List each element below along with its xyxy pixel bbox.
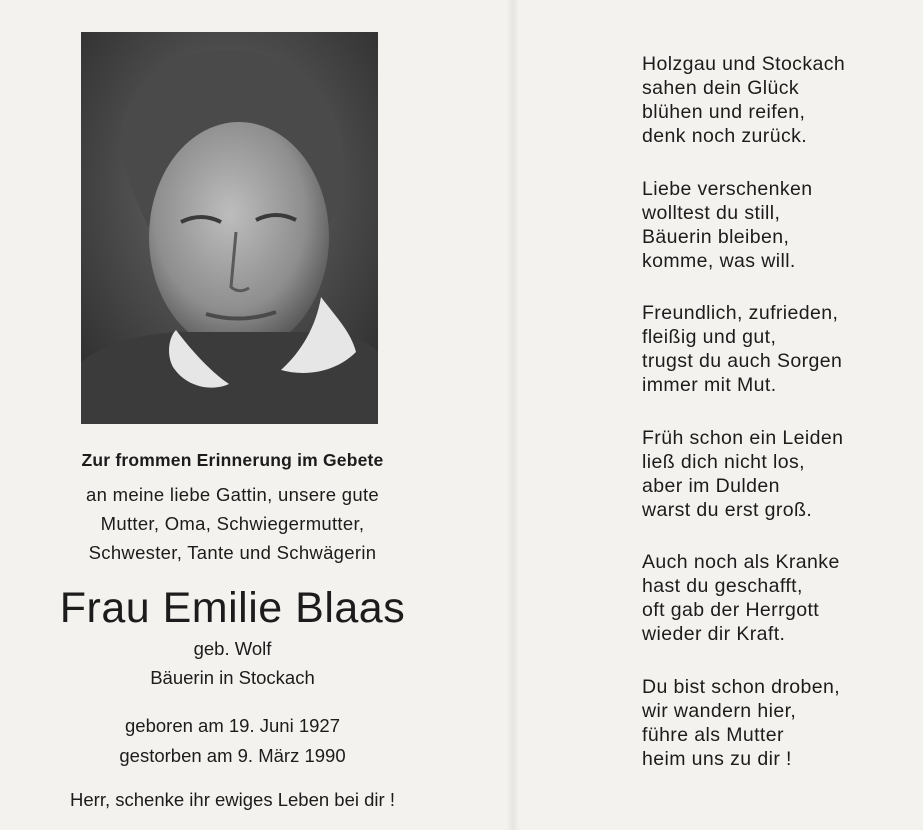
poem-line: wir wandern hier, [642,699,797,722]
deceased-name: Frau Emilie Blaas [59,584,406,632]
poem-line: ließ dich nicht los, [642,450,805,473]
poem-line: wolltest du still, [642,201,781,224]
poem-line: Bäuerin bleiben, [642,225,790,248]
poem-line: Liebe verschenken [642,177,813,200]
poem-line: Du bist schon droben, [642,675,841,698]
dedication-title: Zur frommen Erinnerung im Gebete [81,450,384,470]
poem-line: Holzgau und Stockach [642,53,846,75]
poem-line: oft gab der Herrgott [642,599,820,621]
poem-stanza [642,301,845,397]
poem-line: wieder dir Kraft. [642,623,786,645]
poem-stanza [642,550,845,646]
poem-line: aber im Dulden [642,474,780,497]
right-page [520,0,923,830]
poem-line: Früh schon ein Leiden [642,426,844,449]
poem-line: heim uns zu dir ! [642,747,792,770]
dedication-line: an meine liebe Gattin, unsere gute [85,484,380,505]
birth-date: geboren am 19. Juni 1927 [125,715,340,736]
poem [642,52,845,799]
poem-line: denk noch zurück. [642,125,808,147]
poem-line: Freundlich, zufrieden, [642,302,839,324]
occupation: Bäuerin in Stockach [150,667,315,688]
poem-line: Auch noch als Kranke [642,551,840,573]
portrait-image [81,32,378,424]
poem-line: führe als Mutter [642,723,784,746]
poem-stanza [642,52,845,148]
fold-crease [506,0,520,830]
poem-line: trugst du auch Sorgen [642,350,843,372]
maiden-name: geb. Wolf [193,638,272,659]
portrait-photo [81,32,378,424]
poem-line: blühen und reifen, [642,101,806,123]
poem-line: hast du geschafft, [642,575,803,597]
dedication-line: Schwester, Tante und Schwägerin [88,542,377,563]
poem-stanza [642,426,845,522]
closing-prayer: Herr, schenke ihr ewiges Leben bei dir ! [70,789,395,810]
poem-stanza [642,177,845,273]
poem-line: immer mit Mut. [642,374,777,396]
poem-line: warst du erst groß. [642,498,813,521]
poem-stanza [642,675,845,771]
poem-line: fleißig und gut, [642,326,777,348]
poem-line: sahen dein Glück [642,77,800,99]
death-date: gestorben am 9. März 1990 [119,745,346,766]
poem-line: komme, was will. [642,249,796,272]
dedication-line: Mutter, Oma, Schwiegermutter, [100,513,365,534]
